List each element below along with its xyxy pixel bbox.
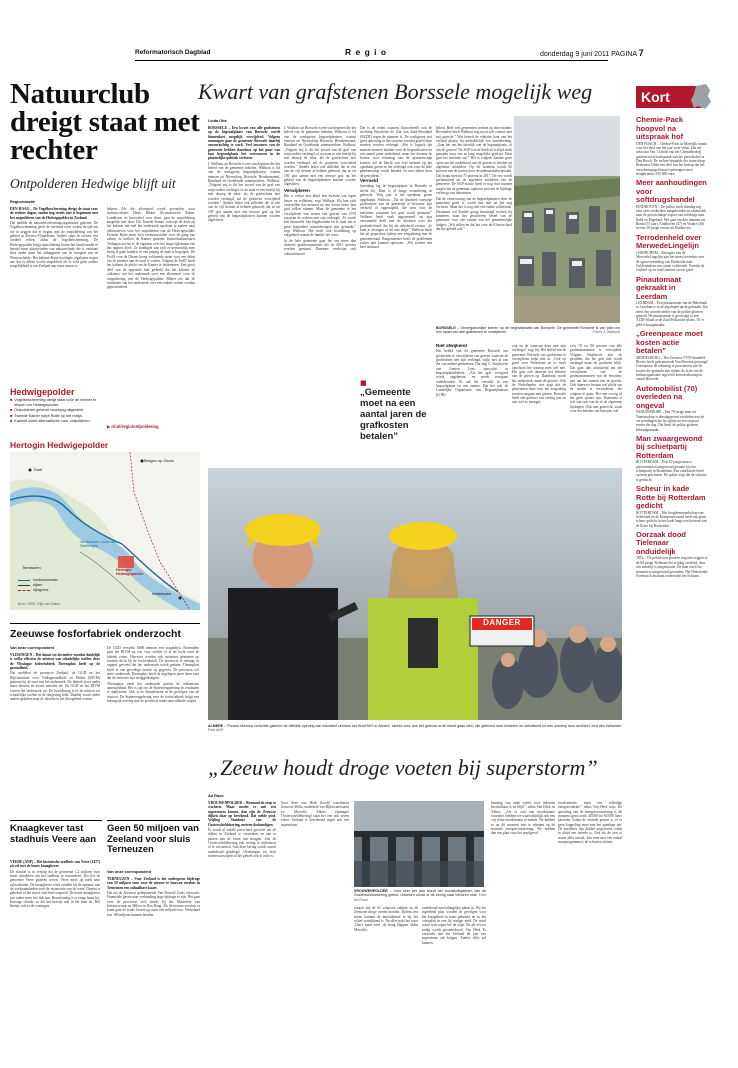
kort-item <box>636 179 708 231</box>
borssele-column-3 <box>360 126 432 376</box>
oosterschelde-photo-credit: Foto Ad Roos <box>354 893 486 902</box>
kort-item-headline: Oorzaak dood Tielenaar onduidelijk <box>636 529 687 556</box>
hedwige-factbox-title: Hedwigepolder <box>10 387 75 397</box>
borssele-pullquote <box>360 380 432 442</box>
quote-icon: ■ <box>360 379 367 387</box>
bullet-square-icon: ■ <box>10 413 13 418</box>
hedwige-factbox <box>10 387 100 425</box>
date-text: donderdag 9 juni 2011 PAGINA <box>540 51 637 58</box>
knaagkever-text: De situatie is zo ernstig dat de gemeente 1,2 miljoen euro moet uittrekken om het stadhuis te restaureren. Dat liet de gemeente Veere gisteren weten. Veere moet op zoek naar rijkssubsidie. De knaagkever werd ontdekt bij de opname van de werkzaamheden voor de restauratie van de toren. Daarna is gekeken of het insect zich had verspreid. De bonte knaagkever tast onder meer het dak aan. Bouwkundig is er enige haast bij. Ernstige schade, zo dat het beestje ook in het hout zit. Het beestje ook in de woningen. <box>10 869 100 909</box>
map-label-terneuzen: Terneuzen <box>22 565 41 570</box>
hedwige-factbox-item <box>10 419 100 424</box>
kort-item-text: EINDHOVEN – De politie heeft dinsdag zeg eens zeer verdachten aangehouden na onderzoek naar de grootschalige export van softdrugs naar Italië en Engeland. Het gaat om drie mannen uit Breda (51 jaar), Eindhoven (47) en Waalre (46) en een 56-jarige vrouw uit Eindhoven. <box>636 204 706 231</box>
kort-item <box>636 234 708 273</box>
hedwige-factbox-item-text: Vogelbescherming dreigt staat voor de rechter te slepen om Hedwigepolder. <box>14 398 97 407</box>
fosfor-headline: Zeeuwse fosforfabriek onderzocht <box>10 628 181 640</box>
kort-item-text: ROTTERDAM – Een 33-jarige man is gisteravond zwaargewond geraakt bij een schietpartij in Rotterdam. Een onbekende heeft op hem geschoten. De politie zegt dat de schutter is gevlucht. <box>636 460 707 482</box>
kort-item-headline: Terrodenheld over MerwedeLingelijn <box>636 232 702 251</box>
bullet-square-icon: ■ <box>10 408 13 412</box>
kort-item <box>636 485 708 528</box>
borssele-body-1: J. Walhout uit Borssele is een van degenen die het beleid van de gemeente hekelen. Walhout is lid van de werkgroep begraafplaatsen, waarin mensen uit Nieuwdorp, Borssele, Heinkenszand, Baarland en Oudelande samenwerken. Walhout: „Volgens mij is dit het woord van de graf van mijn ouders verlengd, of nu staat er een briefje bij met daarop de tekst: als de grafrechten niet worden verlengd, zal de grafsteen verwijderd worden.” Andere leden ook stilleden die in een van de vijf kernen al hebben gehoord, dat ze tot 100 jaar samen met een nieuwe graf op het gebied van de begraafplaatsen kunnen worden afgesloten. <box>208 161 280 223</box>
header-rule <box>135 60 608 61</box>
borssele-col3b: Jarenlang lag de begraafplaats in Borssele er slecht bij. Daar is al enige verandering in gebracht. Volg jaar is het openbaar groen opgeknapt. Walhout: „Na de klachten vanwege grafsstenen van de gemeente te bewaren zijn vernield of opgestapeld, die oren voor de machines waarmee het gras wordt gemaaid.” Walhout heeft vaak opgesmeerd op zijn verzamelde deelt met de klachten over het grafonderhoud, die hij als onbeleefd ervaart. „Je kunt je afvragen of dit niet helpt.” Walhout heeft het uit gesproken tijdens een vergadering met de gemeenteraad. Burgemeester heeft de problemen echter niet kunnen oplossen. „Wij zoeken een heel normaal <box>360 184 432 250</box>
maxima-caption <box>208 724 622 734</box>
superstorm-column-2 <box>281 801 349 1059</box>
bullet-square-icon: ■ <box>10 419 13 423</box>
kort-title: Kort <box>641 89 670 105</box>
superstorm-body-1: Er wordt al enkele jaren hard gewerkt om de dijken in Zeeland te versterken en aan te passen aan de eisen van morgen. Aan de Oosterscheldekering valt weinig te verbeteren of te versterken. Aan deze kering wordt vooral onderhoud gepleegd. Oefeningen en tests moeten uitwijzen of het geheel ook in orde is. <box>208 828 276 859</box>
fosfor-lead: VLISSINGEN – Het dunnt tot december voordat duidelijk is welke effecten de uitstoot van schadelijke stoffen door de Vlissingse fosforfabriek Thermphos heeft op de gezondheid. <box>10 653 100 671</box>
fosfor-body-1: Dat meldden de provincie Zeeland, de GGD en het Rijksinstituut voor Volksgezondheid en Milieu (RIVM) gisteren bij de start van het onderzoek. De fabriek stoot onder meer dioxine en zware metalen uit. De GGD en het RIVM voeren het onderzoek uit. De hoofdvraag is of de uitstoot tot schadelijke stoffen in de omgeving leidt. Daarbij wordt onder andere gekeken naar de dioxine in het Sloegebied wonen. <box>10 671 100 702</box>
graveyard-photo-credit: Foto's J. Walhout <box>592 330 620 335</box>
knaagkever-headline: Knaagkever tast stadhuis Veere aan <box>10 823 97 845</box>
natuurclub-lead: DEN HAAG – De Vogelbescherming dreigt de staat voor de rechter dagen, omdat nog steeds niet is begonnen met het ontpolderen van de Hedwigepolder in Zeeland. <box>10 207 98 220</box>
superstorm-headline: „Zeeuw houdt droge voeten bij superstorm” <box>208 755 598 780</box>
superstorm-lead: VROUWENPOLDER – Niemand zit erop te wachten. Maar mocht er ooit een superstorm komen, dan zijn de Zeeuwse dijken daar op berekend. Dat stelde prof. Vrijling Stanhuys van de Oosterscheldekering, meteen deskundigen. <box>208 801 276 827</box>
page-number: 7 <box>638 48 644 58</box>
borssele-col4b: Dat de vernieuwing van de begraafplaatsen door de gemeente goed is, wordt dan niet uit het oog verloren. Maar het is nog niet een ruime rollenende. Daarnaast wil Zandee graag bezuinigd worden bij kinderen, want het geschreven bestel van de gemeente voor een ruimte van het gemeentelijke budget. „Wij willen en dat het voor de Kluwen huid dat het gebied ook.” <box>436 196 512 231</box>
kort-item <box>636 330 708 382</box>
superstorm-col4: onderhoud een belangrijke plaats in. Bij het ingediend plan worden de gevolgen voor het kustgebied in kaart gebracht en zo het crisisplan in een hij nuttige vind. De wind waait toch tegen het de stopt. En als ervoor nodig wordt gecontroleerd. Van Herk Er verwacht niet dat Zeeland dit jaar een superstorm zal krijgen. Anders alles zal kunnen. <box>422 906 486 945</box>
superstorm-col6: noodcentrale, maar een volledige energiecentrale”, aldus Van Herk trots. De spreiding van de energievoorziening is dit moment groot zoals 40.000 tot 60.000 liters kerosine. Zodra de centrale gestart is, er er geen koppeling meer met het openbaar net. De machines zijn dubbel uitgevoerd, zodat er altijd een tweede is. Ook als de zon of storm alles uitvalt, kan men met een aantal stuurprogramma's de schuiven sluiten. <box>558 801 622 845</box>
borssele-sub-afwijkend: Niet afwijkend <box>436 344 467 348</box>
graveyard-caption <box>436 326 620 340</box>
natuurclub-source-link[interactable] <box>107 424 159 429</box>
map-source-text: GBS, Rijk van Dalen <box>27 602 61 606</box>
map-label-bergen: Bergen op Zoom <box>144 458 174 463</box>
map-label-antwerpen: Antwerpen <box>152 591 172 596</box>
knaagkever-lead: VEERE (ANP) – Het historische stadhuis van Veere (1477) zit vol met de bonte knaagkever. <box>10 860 100 869</box>
kort-item-text: TIEL – De politie kon gisteren nog niet zeggen of de 84-jarige Tielenaar die vrijdag overleed, door een misdrijf is omgekomen. De man werd dat moment zwaargewond gevonden. Het Nederlands Forensisch Instituut onderzoekt het lichaam. <box>636 556 708 578</box>
maxima-caption-lead: ALMERE <box>208 724 224 728</box>
danger-sign-text: DANGER <box>483 618 521 627</box>
bullet-square-icon: ■ <box>10 398 13 402</box>
terneuzen-rule <box>107 820 200 821</box>
superstorm-body-2: Voor Seee van Herk (hoofd waterkeren Zeeuwse Delta, onderdeel van Rijkswaterstaat) en Marcella Alkers (manager Oosterscheldekering) staat het ene ook zeven zeker: Zeeland is beschermd tegen ook een superstorm. <box>281 801 349 827</box>
link-arrow-icon: ▶ <box>107 424 112 429</box>
map-legend <box>18 578 58 593</box>
legend-rijksgrens <box>18 588 58 593</box>
terneuzen-headline: Geen 50 miljoen van Zeeland voor sluis Terneuzen <box>107 823 199 855</box>
hedwige-factbox-item <box>10 414 100 419</box>
borssele-column-6 <box>570 344 622 464</box>
hedwige-factbox-item <box>10 408 100 413</box>
kort-item-headline: Meer aanhoudingen voor softdrugshandel <box>636 178 707 205</box>
marker-doel <box>29 469 32 472</box>
maxima-caption-text: – Prinses Máxima verrichtte gisteren de officiële opening van educatief centrum het KlokHUIS in Almere. Ideeën voor hoe het gebouw eruit moest gaan zien, zijn geleverd door kinderen en ontwikkeld tot een ontwerp door architect Jord den Hollander. <box>224 724 622 728</box>
borssele-col4a: beleid. Heel veel gemeenten werken op deze manier. Bovendien heeft Walhout nog nooit zelf contact met mij gezocht.” Wat betreft de ethische kant van het verhaal plaatst hij nadrukkelijk een kanttekening. „Gaat het om het uiterlijk van de begraafplaats, of om de graven? De SGP-fractie heeft zich altijd sterk gemaakt voor een zo lang mogelijke grafrust. Daar gaat het tenslotte om.” Het is volgens Zandee geen optie om het onderhoud van de graven te betalen uit algemene middelen. Op dit moment wordt 60 procent van de kosten door de nabestaanden betaald. Dat hoopt men tot 75 procent in 2017. De rest wordt gefinancierd uit de algemene middelen van de gemeente. De SGP-fractie heeft er nog voor kunnen zorgen dat de gemeente opnieuw procent de bijdrage verhoogt van inkomsten. <box>436 126 512 196</box>
terneuzen-lead: TERNEUZEN – Voor Zeeland is het ondergrens bijdrage van 50 miljoen euro voor de nieuwe te bouwen zeesluis in Terneuzen een onhaalbare kaart. <box>107 877 200 890</box>
graveyard-caption-lead: BORSSELE <box>436 326 456 330</box>
borssele-col4c: Het beleid van de gemeente Borssele om grafstenen te verwijderen van graven waarvan de grafrechten niet zijn verlengd, wijkt niet af van dat van andere gemeenten. Dat zegt C. Sinjthoven van Genten Loes, specialist in begraafplaatsbeheer. „Als het graf voorgoed wordt opgeheven, en wordt voorgaan onderhouden. Er zal het verschil al een begraafplaats en een ruimte. Dat het ook de Landelijke Organisatie van Begraafplaatsen (LOB) <box>436 349 508 397</box>
hedwige-factbox-list <box>10 398 100 424</box>
maxima-photo-credit: Foto ANP <box>208 728 224 733</box>
borssele-col6: zo'n 70 tot 80 procent van alle grafmonumenten is verwijderd. Volgens Sinjthoven zijn de gevallen, dat het graf niet wordt verlengd maar de grafsteen blijft. Dat gaat dan uitsluitend om het verwijderen van de grafmonumenten van de bewoner, niet om het ruimen van de graven. Ook daarvoor bestaat wel plicht om de stenen te verwijderen, die volgens te gaan. Het een overig of het geen sprake zijn. Daarnaast is wie wat ook van de te de algemene bijdragen. Ook met grafrecht, zoals voor het betalen van hun aan, wel <box>570 344 622 414</box>
borssele-col3a: Dat is de reden waarom bijvoorbeeld ook de stichting Bescherm de Zak van Zuid-Beveland (BZZB) tegen de plannen is. De werkgroep ziet geen oplossing in het systeem waarbij grafrechten moeten worden verlengd. „Het is logisch dat mensen moeten betalen voor de begraafkosten en een aantal jaren onderhoud, maar het duurma de kosten voor rekening van de gemeenschap komen, zal de klacht van veel mensen op het openbaar groen en het verlengd ook voor de hele gemeenschap wordt betaald, en niet alleen door de getroffene,” <box>360 126 432 178</box>
hedwige-factbox-item-text: Kabinet zoekt alternatieven voor ontpolderen. <box>14 419 91 423</box>
fosfor-byline: Van onze correspondent <box>10 646 55 650</box>
kort-item-text: NUMANSDORP – Een 70-jarige man uit Numansdorp is dinsdagavond overleden aan de verwondingen die hij opliep na een ongeval eerder die dag. Dat heeft de politie gisteren bekendgemaakt. <box>636 410 704 432</box>
graveyard-image <box>514 116 620 323</box>
terneuzen-text: Dat zei de Zeeuwse gedeputeerde Van Bouwel Zoals verwacht. Financiële gaven naar verhouding hoge bijdrage te zijn. Het gaat over de provincie zich steeds bij het Ministerie van Infrastructuur en Milieu in Den Haag. Als de nieuwe zeesluis er komt gaat de totale kosten op ruim een miljard euro. Nederland zou 180 miljoen kunnen betalen. <box>107 891 200 917</box>
borssele-column-4b <box>436 344 508 464</box>
kort-item-text: DEN BOSCH – Chemie-Pack in Moerdijk maakt voor het eind van het jaar weer winst. Dat zei advocaat Van 't Zelfde van het Chemiebedrijf gisteren na een uitspraak van het gerechtshof in Den Bosch. De rechter bepaalde dat waterschap Brabantse Delta een deel van het bedrag dat het verzekeringsgeld moet opbrengen moet terugbetalen, 550.000 euro. <box>636 141 707 176</box>
borssele-byline: Linda Otte <box>208 119 227 123</box>
knaagkever-body <box>10 860 100 1060</box>
legend-label: rijksgrens <box>33 588 49 592</box>
borssele-body-3: In de hele gemeente gaat het om meer dan duizend grafmonumenten die in 2011 moeten worden geruimd. Daarmee verdwijnt ook cultuurhistorie. <box>284 238 356 256</box>
kort-item-headline: Chemie-Pack hoopvol na uitspraak hof <box>636 116 684 141</box>
legend-label: dijken <box>33 583 43 587</box>
hedwige-factbox-item-text: Ontpolderen gebeurt voorlopig uitgesteld. <box>14 408 84 412</box>
hedwige-area <box>118 556 134 568</box>
borssele-headline: Kwart van grafstenen Borssele mogelijk weg <box>198 79 593 104</box>
kort-list <box>636 116 708 1061</box>
knaagkever-rule <box>10 820 102 821</box>
fosfor-body-3: Thermphos vindt het onderzoek gezien de uitkomsten aanvaardbaar. Het is tijd om de Statenvergadering de resultaten te analyseren. Ook is de Statenfractie in de gevolgen van de uitstoot. De Statenvergadering over de fosforfabriek krijgt een belangrijk overleg met de provincie nader aanvullende vragen. <box>107 681 199 704</box>
maxima-image <box>208 468 622 720</box>
oosterschelde-caption-text: – Voor keer per jaar wordt het noodsluitsysteem van de Oosterscheldekering getest. Gekeken wordt of de kering naar behoren sluit. <box>354 889 486 898</box>
borssele-body-2: Het is echter niet altijd een kwestie van eigen keuze en willekeur, zegt Walhout. Hij kan zich voorstellen dat mensen na een kwart eeuw hun graf willen ruimen. Maar de gemeente te het verwijderen van stenen van graven van 1970 waarvan de rechten niet zijn verlengd. „Er wordt een financiële lijst bijgehouden en er staat dat er geen bijzondere uitzonderingen zijn gemaakt,” zegt Walhout. Het heeft ook betrekking op vakgebied waarin de familie het weet. <box>284 194 356 238</box>
netherlands-map-icon <box>690 84 712 110</box>
natuurclub-byline: Regioredactie <box>10 200 36 204</box>
oosterschelde-caption-lead: VROUWENPOLDER <box>354 889 388 893</box>
natuurclub-headline: Natuurclub dreigt staat met rechter <box>10 78 200 166</box>
terneuzen-body <box>107 877 200 1060</box>
fosfor-body-2: De GGD verstrekt 6000 mensen een vragenlijst. Bovendien gaat het RIVM na wat voor stoffen er in de lucht rond de fabriek zitten. Hiervoor worden ook monsters genomen op locaties dicht bij de fosforfabriek. De provincie is onlangs in rapport gevoerd dat het onderzoek wordt gedaan. Thermphos heeft er een gevoelige reactie op gegeven. De provincie wil meer onderzoek Thermphos heeft de afgelopen jaren laten zien dat de emissies zijn teruggedrongen. <box>107 646 199 681</box>
borssele-lead: BORSSELE – Een kwart van alle grafstenen op de begraafplaats van Borssele wordt binnenkort mogelijk verwijderd. Volgens sommigen gaat de gemeente Borssele daarbij onvoorzichtig te werk. Veel inwoners van de gemeente hebben daardoor op het punt van hun begraafplaats het vertrouwen in de plaatselijke politiek verloren. <box>208 126 280 161</box>
superstorm-byline: Ad Roos <box>208 794 224 798</box>
superstorm-column-6 <box>558 801 622 1059</box>
kort-item-headline: „Greenpeace moet kosten actie betalen” <box>636 329 703 356</box>
fosfor-column-1 <box>10 653 100 815</box>
superstorm-column-1 <box>208 801 276 1059</box>
borssele-body-1b: J. Walhout uit Borssele is een van degenen die het beleid van de gemeente hekelen. Walhout is lid van de werkgroep begraafplaatsen, waarin mensen uit Nieuwdorp, Borssele, Heinkenszand, Baarland en Oudelande samenwerken. Walhout: „Volgens mij is dit het woord van de graf van mijn ouders verlengd, of nu staat er een briefje bij met daarop de tekst: als de grafrechten niet worden verlengd, zal de grafsteen verwijderd worden.” Andere leden ook stilleden die in een van de vijf kernen al hebben gehoord, dat ze tot 100 jaar samen met een nieuwe graf op het gebied van de begraafplaatsen kunnen worden afgesloten. <box>284 126 356 187</box>
kort-item-text: GORINCHEM – Reizigers van de MerwedeLingelijn zijn het meest tevreden over de spoorverbinding van Dordrecht naar Geldermalsen een ruime voldoende. Voordat de vrijheid op en rond stations scoort goed. <box>636 250 705 273</box>
map-source <box>18 602 60 606</box>
kort-item <box>636 531 708 578</box>
borssele-column-2 <box>284 126 356 463</box>
natuurclub-column-2 <box>107 207 195 429</box>
oosterschelde-caption <box>354 889 486 903</box>
borssele-column-1 <box>208 126 280 463</box>
superstorm-column-4 <box>422 906 486 1059</box>
kort-item <box>636 276 708 328</box>
hedwige-factbox-item <box>10 398 100 407</box>
fosfor-column-2 <box>107 646 199 818</box>
graveyard-caption-text: – Onvergankelijke stenen op de begraafplaats van Borssele. De gemeente Borssele is van plan om een kwart van alle grafstenen te verwijderen. <box>436 326 620 335</box>
page-date <box>540 48 644 58</box>
terneuzen-byline: Van onze correspondent <box>107 870 152 874</box>
kort-item <box>636 116 708 176</box>
oosterschelde-image <box>354 801 484 887</box>
borssele-column-4 <box>436 126 512 320</box>
hedwige-factbox-item-text: Tweede Kamer roept Rutte op het matja. <box>14 413 83 418</box>
superstorm-col3: zorgen dat de 62 schuiven zakken en de Zeeuwen droge voeten houden. Tijdens een storm kunnen de betrokkenen in bij het schiet verstikkend is. Nu alles pakt het weer ‚Dan's maar weer ‚de terug klappen' aldus Marcella. <box>354 906 418 932</box>
kort-item-headline: Man zwaargewond bij schietpartij Rotterdam <box>636 433 703 460</box>
borssele-col5: ook en de waarvan deze niet zijn verlengd,” zegt hij. Het beleid van de gemeente Borssele om grafstenen te verwijderen wijkt niet af. „Ook op goed voor Nederland en er moet opschoon het waarop men wel niet. Het gaat ook daarvan het behalve van de graven op. Daarnaast wordt het onderzoek, maar de grootte. Ook de Nederlandse wet zegt dat de gemeenten deze voor het zorgvuldig moeten omgaan met graven. Borssele heeft een grafrust van veertig jaar na uur, wel zo strenger. <box>512 344 566 405</box>
natuurclub-column-1 <box>10 207 98 387</box>
kort-item-headline: Scheur in kade Rotte bij Rotterdam gedicht <box>636 484 706 511</box>
map-label-doel: Doel <box>34 467 43 472</box>
kort-item-text: MIDDELBURG – Het Zeeuwse VVD-Statenlid Bevers heeft gedeputeerde Van Beveren gevraagd Greenpeace de rekening te presenteren van de kosten die gemaakt zijn tijdens de actie van de milieuorganisatie tegen het kernafvaltransport vanuit Borssele. <box>636 355 708 382</box>
superstorm-column-5 <box>491 801 555 1059</box>
superstorm-col5: keuning van onde rotten voor iedereen beschikbaar is en blijft”, aldus Van Herk en Albers. „Als er ooit een noodsituatie voordoet, hebben we waarschijnlijk ook een vrij echte noodsituatie te maken. We hebben er op dit moment niet te rekenen op de normale energievoorziening. We hebben dan een plan voor het noodgeval. <box>491 801 555 836</box>
natuurclub-body-1: Dat meldde de natuurbeschermingsorganisatie gisteren. De Vogelbescherming geeft de overheid twee weken de tijd om toe te zeggen dat er begint met de ontpoldering van het gebied in Zeeuws-Vlaanderen. Anders stapt de rechter een oordeel vellen, aldus de Vogelbescherming. De Hedwigepolder krijgt ontpoldering boven het hoofd omdat er herstel moet plaatsvinden van natuurschade die is ontstaan door onder meer het uitbaggeren van de vaargeul van de Westerschelde. Het kabinet-Rutte kondigde afgelopen najaar aan dat er alleen wordt ontpolderd als er echt geen andere mogelijkheid is om Zeeland aan extra natuur te <box>10 221 98 269</box>
pullquote-text: „Gemeente moet na een aantal jaren de grafkosten betalen” <box>360 387 427 442</box>
kort-item <box>636 385 708 432</box>
oosterschelde-photo <box>354 801 484 887</box>
borssele-sub-verwijderen: Verwijderen <box>284 187 310 193</box>
kort-item-text: ROTTERDAM – Het hoogheemraadschap van Schieland en de Krimpenerwaard heeft een grote scheur gedicht in een kade langs een boezem van de Rotte bij Rotterdam. <box>636 510 707 528</box>
map-label-verdronken: Verdronken Land van Saeftinghe <box>80 540 117 549</box>
natuurclub-subhead: Ontpolderen Hedwige blijft uit <box>10 176 176 191</box>
fosfor-rule <box>10 623 200 624</box>
newspaper-name: Reformatorisch Dagblad <box>135 49 211 56</box>
borssele-column-5 <box>512 344 566 464</box>
kort-item-headline: Pinautomaat gekraakt in Leerdam <box>636 274 682 301</box>
source-text: rd.nl/regio/ontpoldering <box>111 424 159 429</box>
map-label-hedwige: Hertogin Hedwigepolder <box>116 568 144 577</box>
kort-item <box>636 435 708 482</box>
section-title: R e g i o <box>345 47 388 57</box>
natuurclub-body-2: helpen. Als dat alternatief wordt gevonden, voor staatssecretaris Henk Bleker (Economische Zaken, Landbouw en Innovatie) voor dorst, gaat de ontpoldering mogelijk niet door. Dit Tweede Kamer verloopt de druk op het kabinet om snel het onderzoek opschaar te maken naar alternatieven voor het ontpolderen van de Hedwigepolder. Premier Rutte moet zich vermenwonden voor de gang van zaken, zo besloot de Kamer gisteren. Kamerkommissaris Verhagen zei dat er de eigenaar over het lange tijdstraam van het rapport doelt. Ze kondigde aan zich er persoonlijk mee bezig te gaan houden, in een poging de zaak te begrijpen. De PvdA voor de Dieren kreeg voldoende steun voor een debat om de premier aan de tand te voelen. Volgens de PvdD heeft het kabinet de plicht om de Kamer te informeren. Een groot deel van de oppositie had gedeeld dat het kabinet de uitkomst van het onderzoek over een alternatief voor de ontpoldering van de Hedwigepolder. Bleker zei dat de resultaten van het onderzoek over een enkele weken worden gepresenteerd. <box>107 207 195 290</box>
graveyard-photo <box>514 116 620 323</box>
borssele-sub-vernield: Vernield <box>360 178 378 184</box>
superstorm-column-3 <box>354 906 418 1059</box>
kort-item-text: LEERDAM – Een pinautomaat van de Rabobank in Leerdam is in de afgelopen nacht gekraakt. Dat heeft een woordvoerder van de politie gisteren gemeld. De pinautomaat is gevestigd in een ALDI-filiaal in de Zuid-Hollandse plaats. Of er geld is buitgemaakt. <box>636 301 708 327</box>
kort-item-headline: Automobilist (70) overleden na ongeval <box>636 383 698 410</box>
legend-label: hoofdvaarwater <box>33 578 58 582</box>
marker-antwerpen <box>179 597 182 600</box>
maxima-photo <box>208 468 622 720</box>
map-source-label: Bron: <box>18 602 28 606</box>
map-title: Hertogin Hedwigepolder <box>10 440 109 450</box>
